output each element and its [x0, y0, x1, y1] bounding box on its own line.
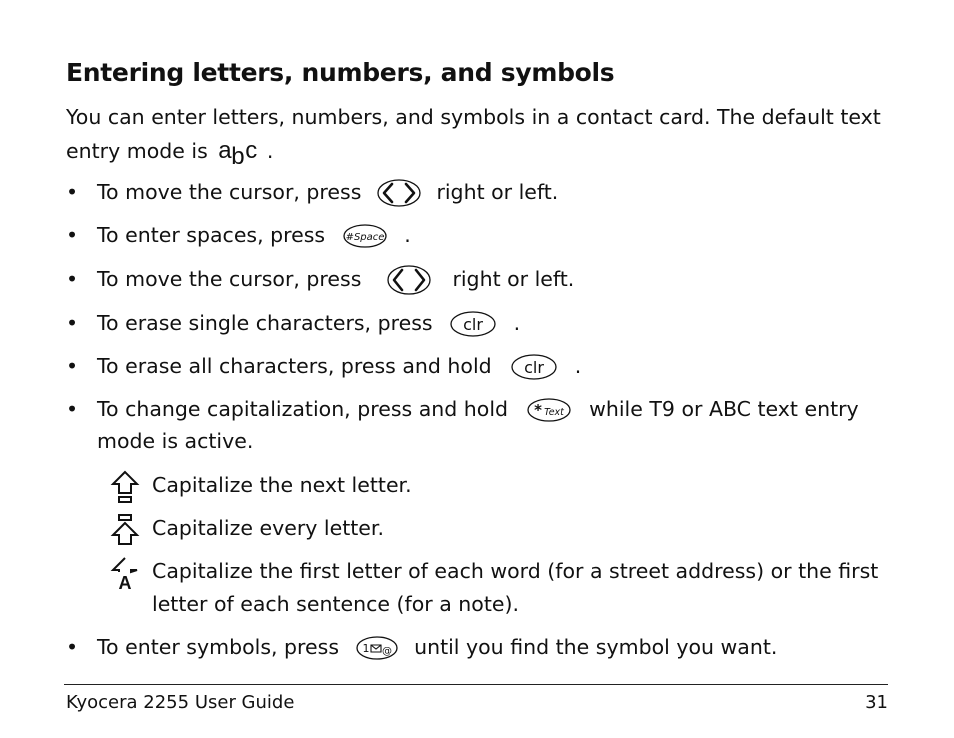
bullet-text-before: To move the cursor, press: [97, 267, 362, 291]
abc-letter-c: c: [245, 137, 258, 164]
intro-paragraph: [66, 100, 896, 168]
caps-lock-icon: [110, 512, 140, 548]
section-title: Entering letters, numbers, and symbols: [66, 58, 615, 87]
clr-key-label: clr: [463, 315, 484, 334]
star-text-key-icon: [525, 395, 573, 425]
bullet-text: [97, 393, 897, 457]
text-key-label: Text: [543, 407, 564, 418]
bullet-text-after: .: [404, 223, 411, 247]
intro-text: You can enter letters, numbers, and symbols in a contact card. The default text entry mode is: [66, 105, 881, 163]
footer-divider: [64, 684, 888, 685]
bullet-text: [97, 307, 897, 339]
clr-key-label: clr: [524, 358, 545, 377]
bullet-text-before: To enter symbols, press: [97, 635, 340, 659]
bullet-text-after: .: [513, 311, 521, 335]
bullet-text-before: To enter spaces, press: [97, 223, 326, 247]
bullet-text-after: while T9 or ABC text entry: [589, 397, 859, 421]
bullet-dot: •: [66, 267, 79, 291]
footer-guide-title: Kyocera 2255 User Guide: [66, 692, 295, 713]
shift-next-icon: [110, 469, 140, 505]
bullet-text-after: right or left.: [436, 180, 559, 204]
clr-key-icon: [510, 352, 558, 382]
bullet-dot: •: [66, 397, 79, 421]
bullet-text-after: right or left.: [452, 267, 575, 291]
bullet-text: [97, 263, 897, 296]
capitalization-mode-text: Capitalize every letter.: [152, 516, 384, 540]
bullet-dot: •: [66, 180, 79, 204]
intro-end: .: [266, 139, 274, 163]
navigation-key-icon: [386, 264, 432, 296]
capitalization-mode-text: Capitalize the first letter of each word (for a street address) or the first letter of each sentence (for a note).: [152, 559, 879, 616]
bullet-text-continuation: mode is active.: [97, 429, 254, 453]
bullet-text-after: until you find the symbol you want.: [414, 635, 778, 659]
page-number: 31: [865, 692, 888, 713]
capitalization-mode-text: Capitalize the next letter.: [152, 473, 412, 497]
shift-word-letter: A: [118, 573, 132, 591]
abc-letter-b: b: [231, 143, 245, 170]
bullet-text-before: To move the cursor, press: [97, 180, 362, 204]
shift-word-icon: [110, 555, 140, 591]
space-key-icon: [342, 221, 388, 251]
bullet-text-before: To erase single characters, press: [97, 311, 433, 335]
bullet-text-after: .: [574, 354, 582, 378]
bullet-text: [97, 219, 897, 251]
abc-mode-icon: [214, 137, 260, 170]
bullet-text-before: To change capitalization, press and hold: [97, 397, 509, 421]
one-key-at: @: [381, 646, 392, 657]
bullet-dot: •: [66, 635, 79, 659]
bullet-dot: •: [66, 311, 79, 335]
star-glyph: *: [533, 401, 542, 419]
one-key-icon: [354, 633, 400, 663]
bullet-text: [97, 176, 897, 208]
bullet-dot: •: [66, 354, 79, 378]
bullet-text: [97, 350, 897, 382]
space-key-label: #Space: [345, 232, 385, 243]
one-key-digit: 1: [362, 642, 370, 655]
navigation-key-icon: [376, 178, 422, 208]
bullet-dot: •: [66, 223, 79, 247]
clr-key-icon: [449, 309, 497, 339]
abc-letter-a: a: [218, 137, 232, 164]
bullet-text: [97, 631, 897, 663]
bullet-text-before: To erase all characters, press and hold: [97, 354, 492, 378]
